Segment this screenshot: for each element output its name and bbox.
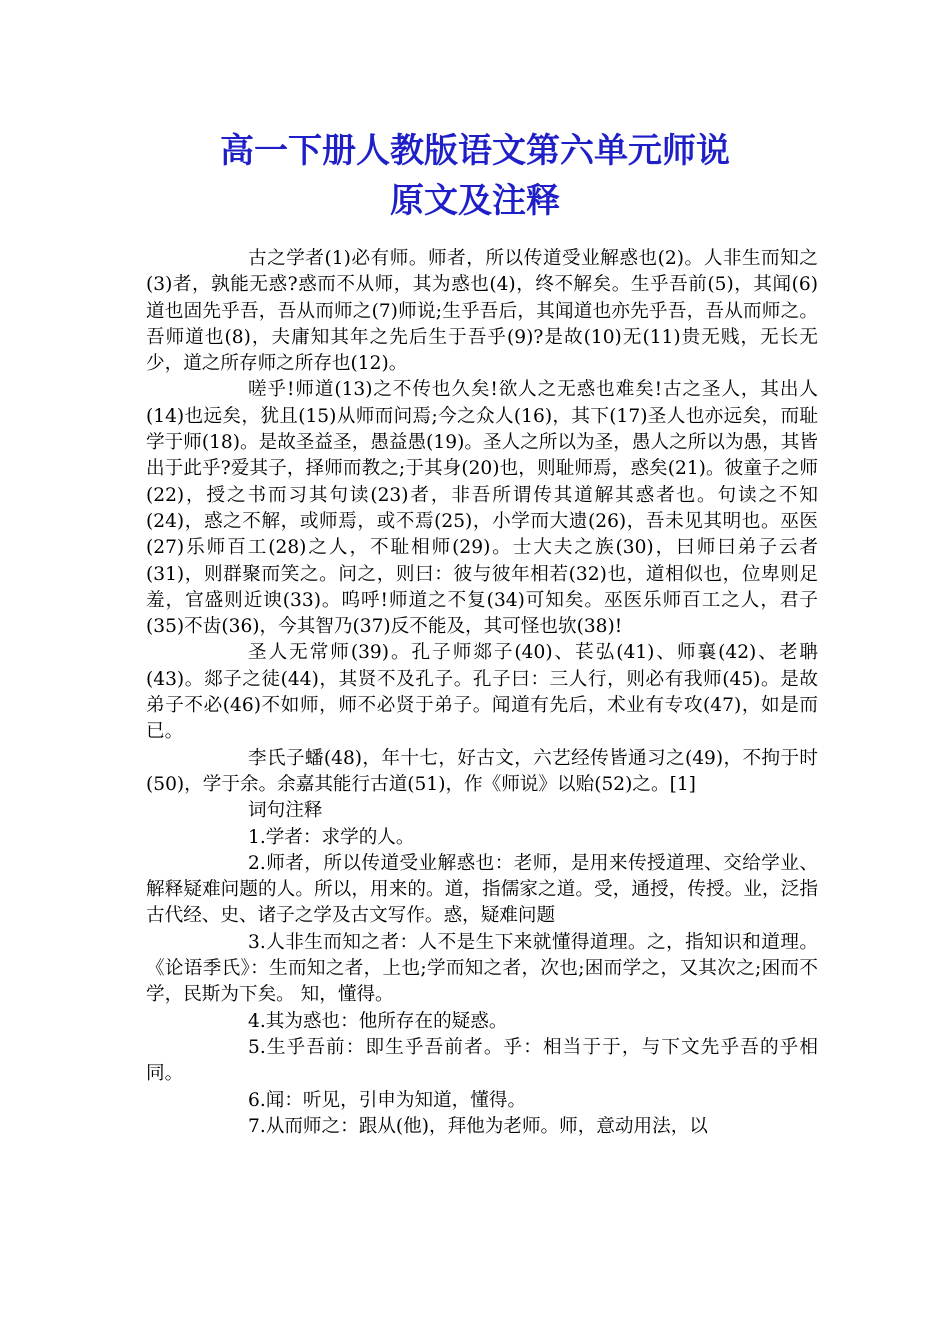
note-3: 3.人非生而知之者：人不是生下来就懂得道理。之，指知识和道理。《论语季氏》：生而知之者，上也;学而知之者，次也;困而学之，又其次之;困而不学，民斯为下矣。 知，懂得。 — [146, 931, 818, 1006]
note-4: 4.其为惑也：他所存在的疑惑。 — [248, 1010, 508, 1032]
paragraph-3: 圣人无常师(39)。孔子师郯子(40)、苌弘(41)、师襄(42)、老聃(43)。郯子之徒(44)，其贤不及孔子。孔子曰：三人行，则必有我师(45)。是故弟子不必(46)不如师，师不必贤于弟子。闻道有先后，术业有专攻(47)，如是而已。 — [146, 642, 818, 743]
document-body — [146, 246, 818, 1140]
title-line-2: 原文及注释 — [390, 181, 560, 221]
note-7: 7.从而师之：跟从(他)，拜他为老师。师，意动用法，以 — [248, 1115, 708, 1137]
paragraph-4: 李氏子蟠(48)，年十七，好古文，六艺经传皆通习之(49)，不拘于时(50)，学于余。余嘉其能行古道(51)，作《师说》以贻(52)之。[1] — [146, 747, 818, 795]
notes-heading: 词句注释 — [248, 800, 323, 822]
note-5: 5.生乎吾前：即生乎吾前者。乎：相当于于，与下文先乎吾的乎相同。 — [146, 1036, 818, 1085]
note-1: 1.学者：求学的人。 — [248, 826, 415, 848]
note-6: 6.闻：听见，引申为知道，懂得。 — [248, 1089, 527, 1111]
title-line-1: 高一下册人教版语文第六单元师说 — [220, 131, 730, 171]
note-2: 2.师者，所以传道受业解惑也：老师，是用来传授道理、交给学业、解释疑难问题的人。所以，用来的。道，指儒家之道。受，通授，传授。业，泛指古代经、史、诸子之学及古文写作。惑，疑难问题 — [146, 852, 818, 927]
paragraph-1: 古之学者(1)必有师。师者，所以传道受业解惑也(2)。人非生而知之(3)者，孰能无惑?惑而不从师，其为惑也(4)，终不解矣。生乎吾前(5)，其闻(6)道也固先乎吾，吾从而师之(7)师说;生乎吾后，其闻道也亦先乎吾，吾从而师之。吾师道也(8)，夫庸知其年之先后生于吾乎(9)?是故(10)无(11)贵无贱，无长无少，道之所存师之所存也(12)。 — [146, 248, 818, 375]
paragraph-2: 嗟乎!师道(13)之不传也久矣!欲人之无惑也难矣!古之圣人，其出人(14)也远矣，犹且(15)从师而问焉;今之众人(16)，其下(17)圣人也亦远矣，而耻学于师(18)。是故圣益圣，愚益愚(19)。圣人之所以为圣，愚人之所以为愚，其皆出于此乎?爱其子，择师而教之;于其身(20)也，则耻师焉，惑矣(21)。彼童子之师(22)，授之书而习其句读(23)者，非吾所谓传其道解其惑者也。句读之不知(24)，惑之不解，或师焉，或不焉(25)，小学而大遗(26)，吾未见其明也。巫医(27)乐师百工(28)之人，不耻相师(29)。士大夫之族(30)，曰师曰弟子云者(31)，则群聚而笑之。问之，则曰：彼与彼年相若(32)也，道相似也，位卑则足羞，官盛则近谀(33)。呜呼!师道之不复(34)可知矣。巫医乐师百工之人，君子(35)不齿(36)，今其智乃(37)反不能及，其可怪也欤(38)! — [146, 379, 818, 638]
document-title — [140, 126, 810, 226]
